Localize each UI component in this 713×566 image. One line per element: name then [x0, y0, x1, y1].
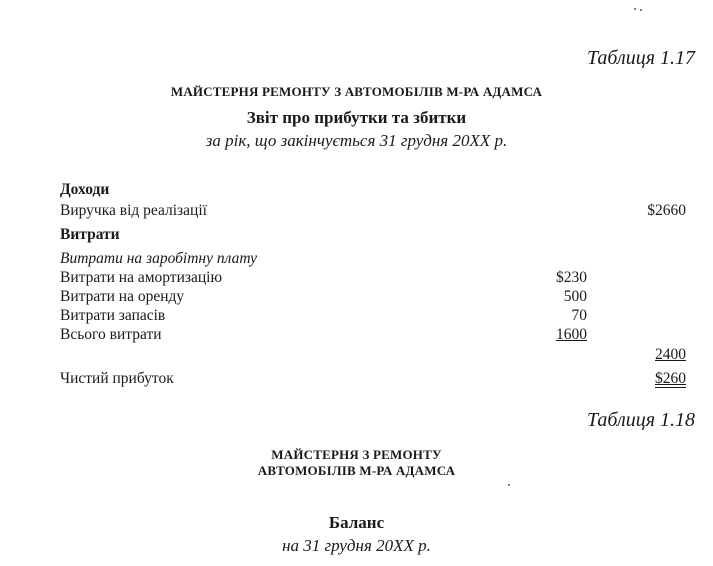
scan-speck	[640, 9, 642, 11]
scan-speck	[634, 8, 636, 10]
total-expenses-value: 1600	[556, 326, 587, 343]
company-name: МАЙСТЕРНЯ РЕМОНТУ З АВТОМОБІЛІВ М-РА АДАМСА	[170, 84, 543, 99]
balance-title: Баланс	[328, 513, 385, 532]
company-name-line-1: МАЙСТЕРНЯ З РЕМОНТУ	[271, 447, 442, 462]
revenue-label: Виручка від реалізації	[60, 202, 207, 219]
company-name-line-2: АВТОМОБІЛІВ М-РА АДАМСА	[257, 463, 456, 478]
expenses-sum-value: 2400	[655, 346, 686, 363]
salary-expense-label: Витрати на заробітну плату	[60, 250, 258, 267]
amortization-value: $230	[556, 269, 587, 286]
net-income-label: Чистий прибуток	[60, 370, 174, 387]
rent-value: 500	[563, 288, 587, 305]
balance-period: на 31 грудня 20XX р.	[282, 536, 431, 555]
report-title: Звіт про прибутки та збитки	[246, 108, 467, 127]
total-expenses-label: Всього витрати	[60, 326, 162, 343]
income-heading: Доходи	[60, 181, 110, 198]
net-income-value: $260	[655, 370, 686, 387]
scan-speck	[508, 484, 510, 486]
supplies-label: Витрати запасів	[60, 307, 166, 324]
amortization-label: Витрати на амортизацію	[60, 269, 223, 286]
revenue-value: $2660	[647, 202, 686, 219]
expenses-heading: Витрати	[60, 226, 120, 243]
table-caption-1-18: Таблиця 1.18	[587, 409, 695, 431]
supplies-value: 70	[571, 307, 587, 324]
table-caption-1-17: Таблиця 1.17	[587, 47, 695, 69]
report-period: за рік, що закінчується 31 грудня 20XX р.	[205, 131, 508, 150]
rent-label: Витрати на оренду	[60, 288, 185, 305]
